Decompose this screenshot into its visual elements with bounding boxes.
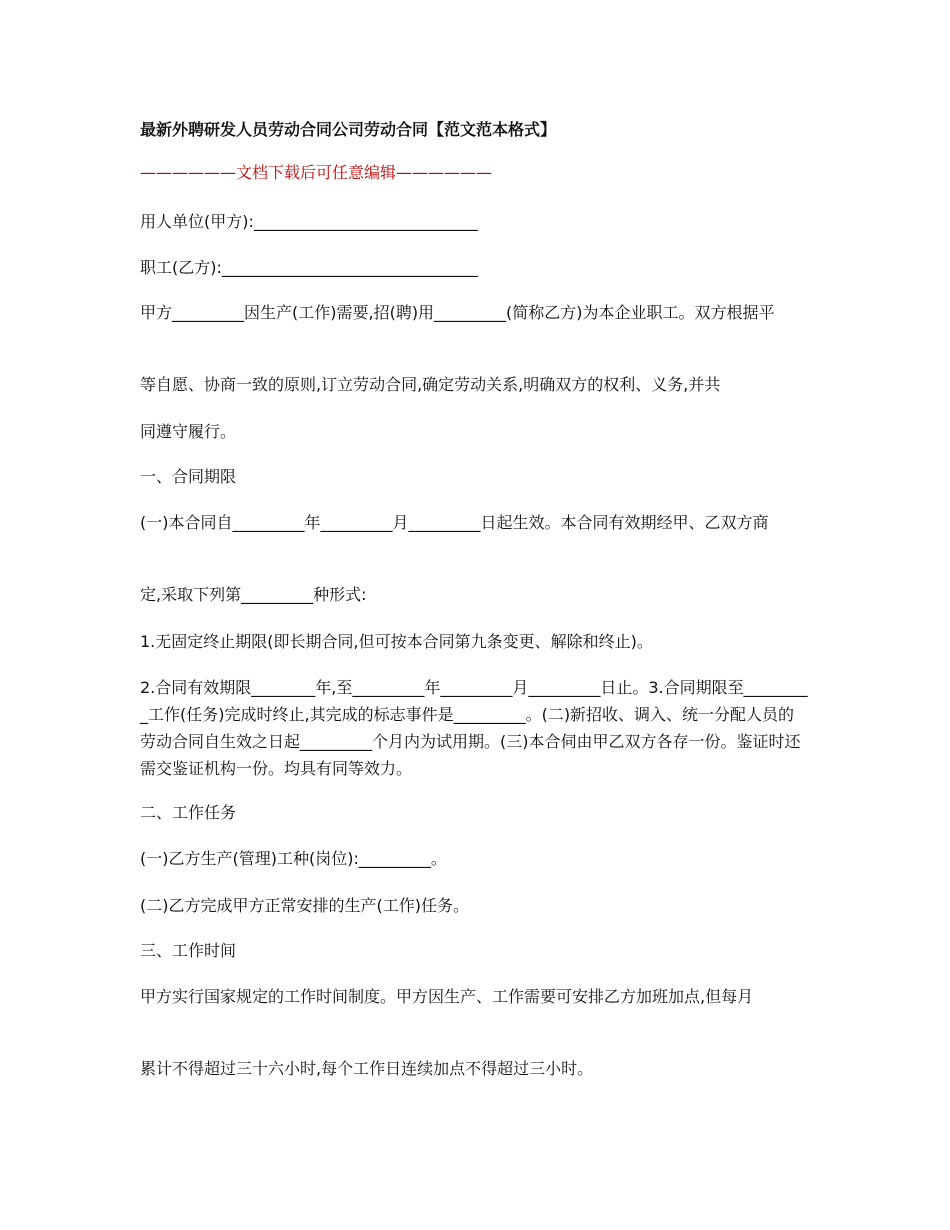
employer-line: 用人单位(甲方):____________________________: [140, 212, 478, 231]
section-3-paragraph-1: 甲方实行国家规定的工作时间制度。甲方因生产、工作需要可安排乙方加班加点,但每月: [140, 987, 754, 1006]
intro-paragraph-1: 甲方_________因生产(工作)需要,招(聘)用_________(简称乙方)为本企业职工。双方根据平: [140, 303, 775, 322]
section-2-paragraph-2: (二)乙方完成甲方正常安排的生产(工作)任务。: [140, 896, 469, 915]
edit-notice: ——————文档下载后可任意编辑——————: [140, 163, 493, 182]
section-1-item-2: 2.合同有效期限________年,至_________年_________月_________日止。3.合同期限至_________工作(任务)完成时终止,其完成的标志事件是_________。(二)新招收、调入、统一分配人员的劳动合同自生效之日起_________个月内为试用期。(三)本合伺由甲乙双方各存一份。鉴证时还需交鉴证机构一份。均具有同等效力。: [140, 678, 808, 778]
section-3-heading: 三、工作时间: [140, 941, 237, 960]
section-2-heading: 二、工作任务: [140, 803, 237, 822]
section-1-heading: 一、合同期限: [140, 467, 237, 486]
intro-paragraph-2: 等自愿、协商一致的原则,订立劳动合同,确定劳动关系,明确双方的权利、义务,并共: [140, 375, 721, 394]
section-1-paragraph-1: (一)本合同自_________年_________月_________日起生效。本合同有效期经甲、乙双方商: [140, 513, 769, 532]
section-1-paragraph-2: 定,采取下列第_________种形式:: [140, 585, 367, 604]
employee-line: 职工(乙方):________________________________: [140, 258, 478, 277]
intro-paragraph-3: 同遵守履行。: [140, 422, 237, 441]
section-1-item-1: 1.无固定终止期限(即长期合同,但可按本合同第九条变更、解除和终止)。: [140, 632, 653, 651]
section-2-paragraph-1: (一)乙方生产(管理)工种(岗位):_________。: [140, 849, 447, 868]
section-3-paragraph-2: 累计不得超过三十六小时,每个工作日连续加点不得超过三小时。: [140, 1059, 594, 1078]
document-title: 最新外聘研发人员劳动合同公司劳动合同【范文范本格式】: [140, 120, 557, 139]
